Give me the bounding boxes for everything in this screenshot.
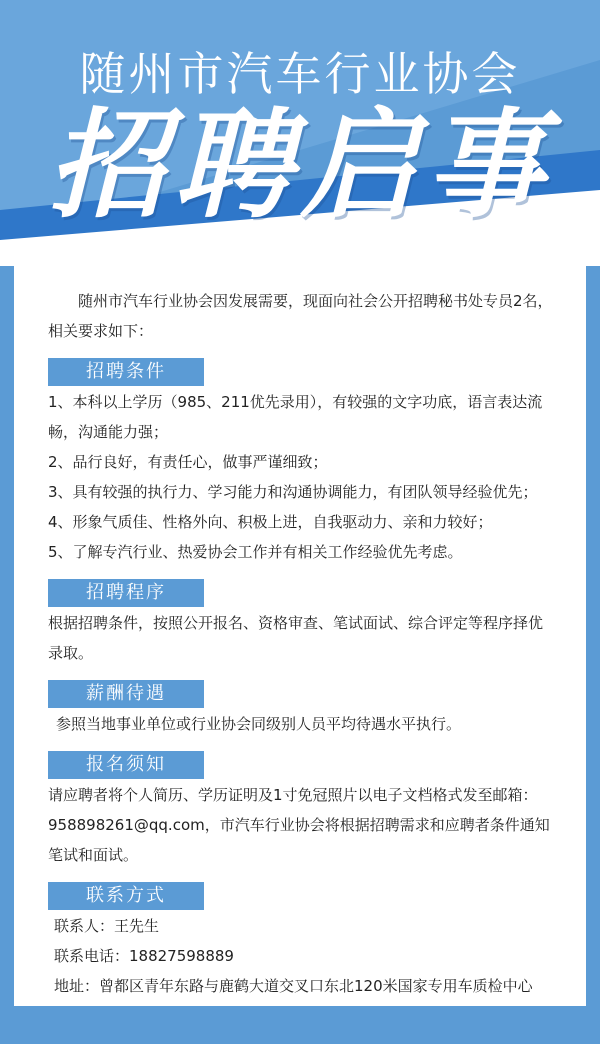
condition-item: 3、具有较强的执行力、学习能力和沟通协调能力，有团队领导经验优先； — [48, 483, 538, 501]
condition-item: 1、本科以上学历（985、211优先录用），有较强的文字功底，语言表达流畅，沟通能力强； — [48, 393, 543, 441]
section-label-conditions: 招聘条件 — [48, 358, 204, 386]
apply-text-line1: 请应聘者将个人简历、学历证明及1寸免冠照片以电子文档格式发至邮箱： — [48, 786, 538, 804]
apply-text-line2: 958898261@qq.com，市汽车行业协会将根据招聘需求和应聘者条件通知笔试和面试。 — [48, 816, 550, 864]
content-body — [14, 266, 586, 1001]
condition-item: 5、了解专汽行业、热爱协会工作并有相关工作经验优先考虑。 — [48, 543, 463, 561]
procedure-text: 根据招聘条件，按照公开报名、资格审查、笔试面试、综合评定等程序择优录取。 — [48, 614, 544, 662]
condition-item: 2、品行良好，有责任心，做事严谨细致； — [48, 453, 328, 471]
section-label-salary: 薪酬待遇 — [48, 680, 204, 708]
section-label-procedure: 招聘程序 — [48, 579, 204, 607]
salary-text: 参照当地事业单位或行业协会同级别人员平均待遇水平执行。 — [56, 715, 462, 733]
contact-person: 联系人：王先生 — [54, 917, 160, 935]
organization-name: 随州市汽车行业协会 — [79, 47, 521, 101]
section-label-contact: 联系方式 — [48, 882, 204, 910]
apply-text — [14, 780, 586, 870]
poster-title: 招聘启事 — [47, 96, 552, 234]
section-label-apply: 报名须知 — [48, 751, 204, 779]
condition-item: 4、形象气质佳、性格外向、积极上进，自我驱动力、亲和力较好； — [48, 513, 493, 531]
contact-phone[interactable]: 联系电话：18827598889 — [54, 947, 234, 965]
intro-paragraph: 随州市汽车行业协会因发展需要，现面向社会公开招聘秘书处专员2名，相关要求如下： — [48, 292, 553, 340]
contact-address: 地址：曾都区青年东路与鹿鹤大道交叉口东北120米国家专用车质检中心 — [54, 977, 533, 995]
